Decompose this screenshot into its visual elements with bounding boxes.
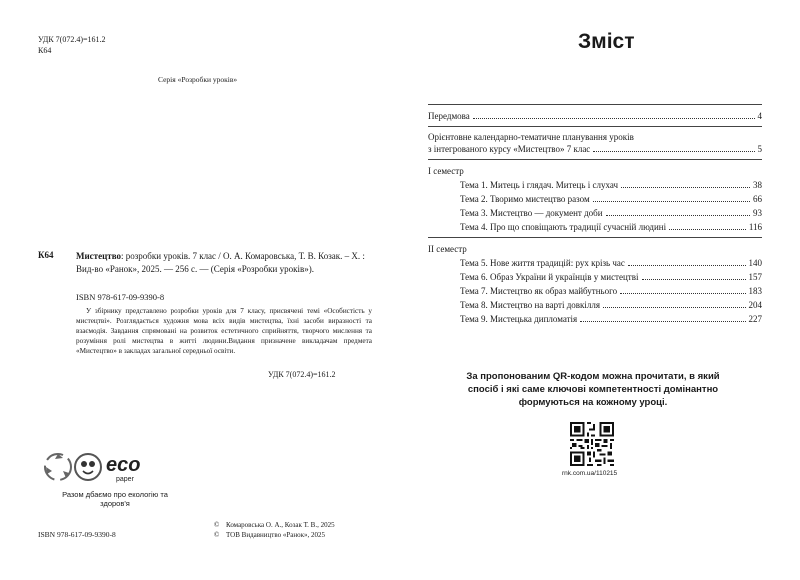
toc-label: Тема 8. Мистецтво на варті довкілля [460,300,601,310]
toc-divider [428,237,762,238]
eco-wordmark: eco [106,454,141,476]
k64-code-top: К64 [38,46,52,55]
bibliographic-record [76,250,372,276]
copyright-icon: © [214,531,220,539]
toc-label: з інтегрованого курсу «Мистецтво» 7 клас [428,144,591,154]
paper-wordmark: paper [116,476,134,483]
toc-label: Орієнтовне календарно-тематичне планування уроків [428,132,634,142]
toc-row-topic[interactable] [428,178,762,192]
table-of-contents [428,104,762,326]
eco-caption: Разом дбаємо про екологію та здоров'я [62,490,168,508]
toc-page: 66 [753,194,762,204]
k64-index: К64 [38,250,54,260]
toc-row-intro[interactable] [428,109,762,123]
toc-row-topic[interactable] [428,256,762,270]
bib-description: : розробки уроків. 7 клас / О. А. Комаровська, Т. В. Козак. – Х. : Вид-во «Ранок», 2025. — 256 с. — (Серія «Розробки уроків»). [76,251,365,274]
toc-row-topic[interactable] [428,270,762,284]
toc-page: 4 [757,111,762,121]
toc-label: Тема 9. Мистецька дипломатія [460,314,578,324]
toc-page: 140 [748,258,762,268]
bib-title: Мистецтво [76,251,121,261]
toc-row-topic[interactable] [428,220,762,234]
toc-row-topic[interactable] [428,298,762,312]
toc-divider [428,159,762,160]
annotation: У збірнику представлено розробки уроків для 7 класу, присвячені темі «Особистість у мистецтві». Розглядається художня мова всіх видів мистецтва, їхні засоби виразності та взаємодія. Завдання спрямовані на розвиток естетичного сприйняття, творчого мислення та розуміння ролі мистецтва в житті людини.Видання призначене викладачам предмета «Мистецтво» в закладах загальної середньої освіти. [76,307,372,355]
udk-header [38,34,106,56]
toc-page: 227 [748,314,762,324]
toc-semester-2: ІІ семестр [428,244,467,254]
toc-row-topic[interactable] [428,312,762,326]
qr-description: За пропонованим QR-кодом можна прочитати, в який спосіб і які саме ключові компетентності домінантно формуються на кожному уроці. [466,371,720,408]
toc-label: Тема 6. Образ України й українців у мистецтві [460,272,639,282]
leaf-face-icon [75,454,101,480]
toc-row-topic[interactable] [428,192,762,206]
toc-label: Тема 1. Митець і глядач. Митець і слухач [460,180,618,190]
copyright-publisher: ТОВ Видавництво «Ранок», 2025 [226,531,325,539]
toc-semester-1: І семестр [428,166,464,176]
copyright-authors: Комаровська О. А., Козак Т. В., 2025 [226,521,335,529]
eco-logo [40,447,190,487]
toc-page: 157 [748,272,762,282]
toc-label: Тема 5. Нове життя традицій: рух крізь час [460,258,625,268]
toc-row-plan[interactable] [428,131,762,156]
qr-code-icon[interactable] [570,422,614,466]
isbn-bottom: ISBN 978-617-09-9390-8 [38,530,116,539]
toc-divider [428,126,762,127]
toc-page: 93 [753,208,762,218]
toc-page: 5 [757,144,762,154]
toc-page: 183 [748,286,762,296]
toc-title: Зміст [578,30,635,53]
toc-page: 38 [753,180,762,190]
toc-page: 116 [748,222,762,232]
toc-divider [428,104,762,105]
toc-row-topic[interactable] [428,284,762,298]
series-line: Серія «Розробки уроків» [158,75,238,84]
qr-url[interactable]: rnk.com.ua/110215 [562,470,618,477]
toc-row-topic[interactable] [428,206,762,220]
toc-label: Передмова [428,111,470,121]
copyright-icon: © [214,521,220,529]
toc-page: 204 [748,300,762,310]
toc-label: Тема 2. Творимо мистецтво разом [460,194,590,204]
toc-label: Тема 3. Мистецтво — документ доби [460,208,603,218]
isbn-line: ISBN 978-617-09-9390-8 [76,292,165,302]
recycle-icon [45,454,71,480]
copyright-block [214,520,335,540]
udk-code-top: УДК 7(072.4)=161.2 [38,35,106,44]
toc-label: Тема 4. Про що сповіщають традиції сучасній людині [460,222,667,232]
udk-code-bottom: УДК 7(072.4)=161.2 [268,370,336,379]
toc-label: Тема 7. Мистецтво як образ майбутнього [460,286,618,296]
